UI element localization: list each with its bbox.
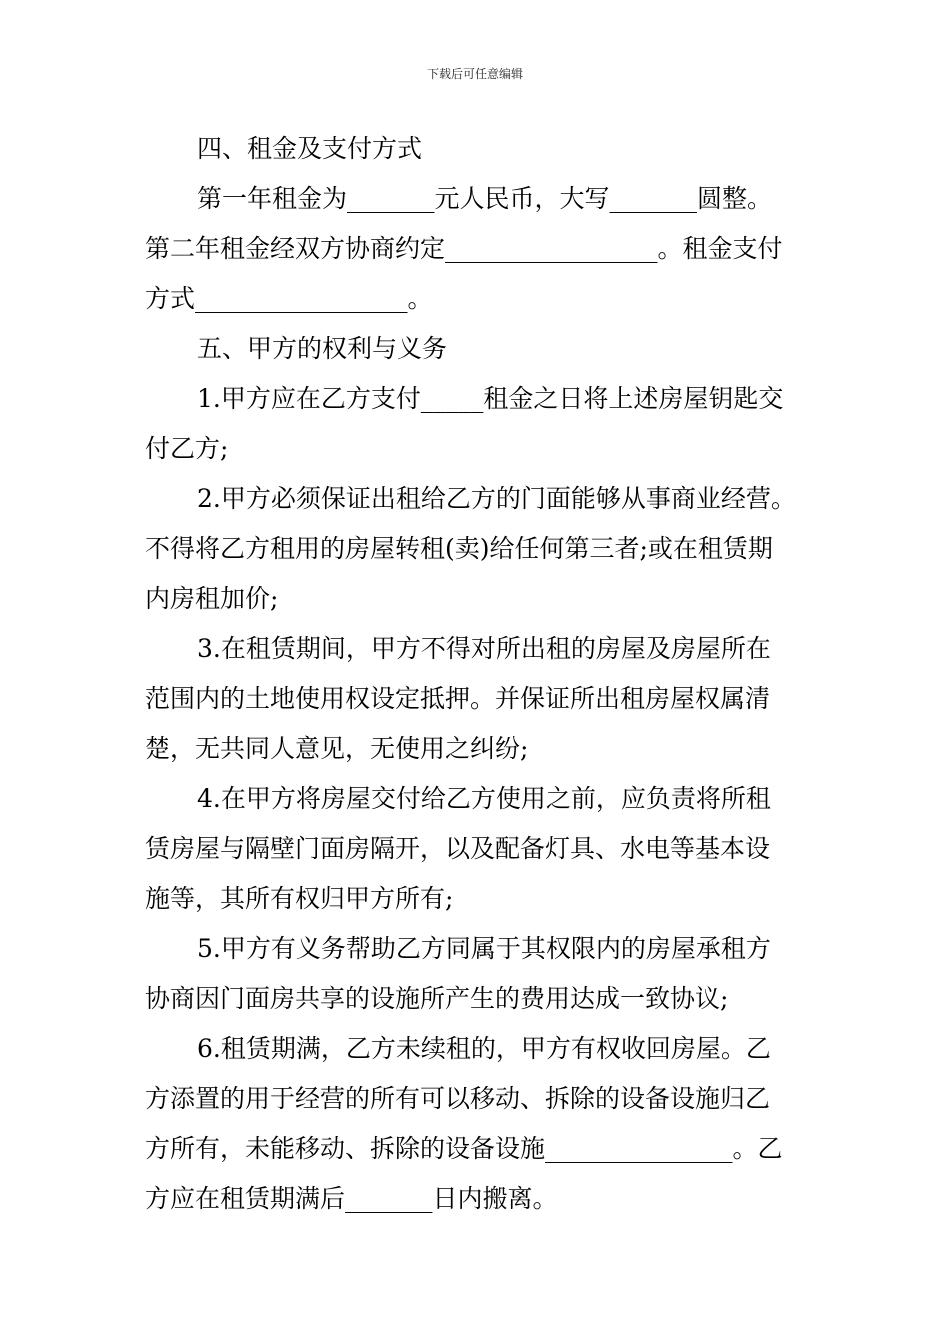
clause-4-line: 施等，其所有权归甲方所有; — [145, 884, 454, 913]
clause-2-line: 不得将乙方租用的房屋转租(卖)给任何第三者;或在租赁期 — [145, 534, 773, 563]
clause-5-line: 5.甲方有义务帮助乙方同属于其权限内的房屋承租方 — [197, 934, 771, 963]
clause-6-line: 方所有，未能移动、拆除的设备设施_______________。乙 — [145, 1134, 783, 1163]
page-header: 下载后可任意编辑 — [426, 67, 523, 81]
clause-6-line: 方应在租赁期满后_______日内搬离。 — [145, 1184, 558, 1213]
clause-6-line: 6.租赁期满，乙方未续租的，甲方有权收回房屋。乙 — [197, 1034, 771, 1063]
rent-paragraph-line: 第一年租金为_______元人民币，大写_______圆整。 — [197, 184, 773, 213]
clause-4-line: 4.在甲方将房屋交付给乙方使用之前，应负责将所租 — [197, 784, 771, 813]
clause-2-line: 内房租加价; — [145, 584, 279, 613]
clause-5-line: 协商因门面房共享的设施所产生的费用达成一致协议; — [145, 984, 729, 1013]
rent-paragraph-line: 方式_________________。 — [145, 284, 433, 313]
contract-body — [145, 124, 810, 1224]
clause-4-line: 赁房屋与隔壁门面房隔开，以及配备灯具、水电等基本设 — [145, 834, 771, 863]
clause-3-line: 3.在租赁期间，甲方不得对所出租的房屋及房屋所在 — [197, 634, 771, 663]
section-heading-rent: 四、租金及支付方式 — [197, 134, 423, 163]
clause-1-line: 1.甲方应在乙方支付_____租金之日将上述房屋钥匙交 — [197, 384, 784, 413]
clause-1-line: 付乙方; — [145, 434, 229, 463]
clause-6-line: 方添置的用于经营的所有可以移动、拆除的设备设施归乙 — [145, 1084, 771, 1113]
clause-3-line: 楚，无共同人意见，无使用之纠纷; — [145, 734, 529, 763]
clause-2-line: 2.甲方必须保证出租给乙方的门面能够从事商业经营。 — [197, 484, 796, 513]
rent-paragraph-line: 第二年租金经双方协商约定_________________。租金支付 — [145, 234, 783, 263]
section-heading-party-a: 五、甲方的权利与义务 — [197, 334, 448, 363]
clause-3-line: 范围内的土地使用权设定抵押。并保证所出租房屋权属清 — [145, 684, 771, 713]
